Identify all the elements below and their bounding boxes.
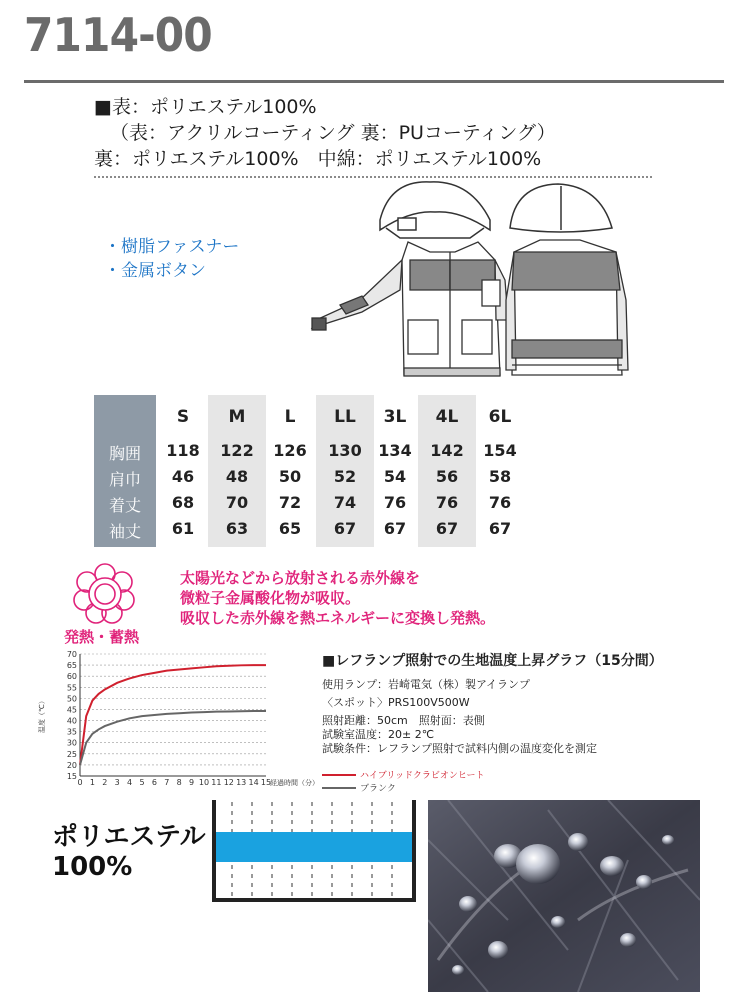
table-cell: 67 <box>488 519 512 538</box>
y-tick-label: 25 <box>66 749 77 759</box>
jacket-front-drawing <box>312 242 508 376</box>
legend-label: ハイブリッドクラビオンヒート <box>360 771 485 781</box>
heat-description-line: 微粒子金属酸化物が吸収。 <box>180 589 361 607</box>
size-header-3l: 3L <box>383 407 407 427</box>
heat-description-line: 吸収した赤外線を熱エネルギーに変換し発熱。 <box>180 609 496 627</box>
water-repellent-diagram <box>208 800 420 904</box>
size-header-l: L <box>284 407 296 427</box>
table-cell: 76 <box>383 493 407 512</box>
x-tick-label: 12 <box>223 778 234 787</box>
x-tick-label: 8 <box>176 778 182 787</box>
table-cell: 50 <box>278 467 302 486</box>
condition-lamp: 使用ランプ：岩崎電気（株）製アイランプ <box>322 678 531 691</box>
size-header-ll: LL <box>334 407 356 427</box>
legend-swatch <box>322 787 356 789</box>
x-tick-label: 5 <box>139 778 145 787</box>
y-axis-label: 温度（℃） <box>38 697 46 733</box>
table-cell: 130 <box>328 441 362 460</box>
table-cell: 48 <box>225 467 249 486</box>
heat-flower-icon <box>72 560 138 626</box>
table-cell: 65 <box>278 519 302 538</box>
y-tick-label: 40 <box>66 716 77 726</box>
temperature-chart <box>34 648 320 794</box>
hood-back-drawing <box>510 184 612 232</box>
x-tick-label: 14 <box>248 778 259 787</box>
x-tick-label: 7 <box>164 778 170 787</box>
chart-legend <box>322 768 484 794</box>
y-tick-label: 45 <box>66 705 77 715</box>
material-coating: （表：アクリルコーティング 裏：PUコーティング） <box>110 122 556 144</box>
condition-spot: 〈スポット〉PRS100V500W <box>322 696 470 709</box>
table-cell: 46 <box>171 467 195 486</box>
table-cell: 58 <box>488 467 512 486</box>
size-table <box>94 395 524 547</box>
y-tick-label: 50 <box>66 694 77 704</box>
heat-description-line: 太陽光などから放射される赤外線を <box>180 569 421 587</box>
table-cell: 63 <box>225 519 249 538</box>
x-tick-label: 6 <box>151 778 157 787</box>
material-lining: 裏：ポリエステル100% 中綿：ポリエステル100% <box>94 148 542 170</box>
x-tick-label: 9 <box>189 778 195 787</box>
y-tick-label: 15 <box>66 772 77 781</box>
polyester-label <box>52 822 206 882</box>
table-cell: 72 <box>278 493 302 512</box>
legend-swatch <box>322 774 356 776</box>
water-droplet-fabric-photo <box>428 800 700 992</box>
heat-retention-label: 発熱・蓄熱 <box>64 628 140 646</box>
table-cell: 134 <box>378 441 412 460</box>
jacket-back-drawing <box>506 240 628 375</box>
hood-front-drawing <box>380 182 490 238</box>
size-header-m: M <box>228 407 246 427</box>
graph-title: ■レフランプ照射での生地温度上昇グラフ（15分間） <box>322 653 663 669</box>
table-cell: 67 <box>383 519 407 538</box>
x-tick-label: 0 <box>77 778 83 787</box>
x-tick-label: 13 <box>236 778 247 787</box>
y-tick-label: 55 <box>66 683 77 693</box>
size-header-6l: 6L <box>488 407 512 427</box>
legend-item-hybrid <box>322 768 484 781</box>
feature-metal-button: ・金属ボタン <box>104 261 206 281</box>
table-cell: 118 <box>166 441 200 460</box>
legend-item-blank <box>322 781 484 794</box>
row-label-sleeve: 袖丈 <box>108 522 141 541</box>
row-label-shoulder: 肩巾 <box>108 470 141 489</box>
y-tick-label: 65 <box>66 661 77 671</box>
table-cell: 154 <box>483 441 517 460</box>
condition-method: 試験条件：レフランプ照射で試料内側の温度変化を測定 <box>322 742 597 755</box>
table-cell: 74 <box>333 493 357 512</box>
x-tick-label: 15 <box>260 778 272 787</box>
product-code: 7114-00 <box>24 8 212 62</box>
table-cell: 126 <box>273 441 307 460</box>
header-divider <box>24 80 724 83</box>
x-tick-label: 1 <box>89 778 95 787</box>
y-tick-label: 70 <box>66 650 77 659</box>
x-tick-label: 4 <box>127 778 133 787</box>
table-cell: 76 <box>488 493 512 512</box>
x-tick-label: 11 <box>211 778 222 787</box>
x-tick-label: 10 <box>198 778 210 787</box>
condition-room-temp: 試験室温度：20± 2℃ <box>322 728 435 741</box>
dotted-divider <box>94 176 652 178</box>
table-cell: 70 <box>225 493 249 512</box>
series-line-hybrid <box>80 665 266 765</box>
condition-distance: 照射距離：50cm 照射面：表側 <box>322 714 485 727</box>
table-cell: 68 <box>171 493 195 512</box>
polyester-text: ポリエステル <box>52 822 206 852</box>
series-line-blank <box>80 711 266 765</box>
x-tick-label: 3 <box>114 778 120 787</box>
x-axis-label: 経過時間（分） <box>270 779 319 787</box>
y-tick-label: 30 <box>66 738 77 748</box>
table-cell: 52 <box>333 467 357 486</box>
table-cell: 122 <box>220 441 254 460</box>
material-outer: ■表：ポリエステル100% <box>94 96 317 118</box>
y-tick-label: 35 <box>66 727 77 737</box>
table-cell: 142 <box>430 441 464 460</box>
coating-layer <box>214 832 414 862</box>
table-cell: 54 <box>383 467 407 486</box>
polyester-percent: 100% <box>52 852 133 882</box>
table-cell: 61 <box>171 519 195 538</box>
y-tick-label: 60 <box>66 672 77 682</box>
heat-description <box>180 568 495 628</box>
jacket-illustration <box>300 180 640 385</box>
table-cell: 76 <box>435 493 459 512</box>
table-cell: 67 <box>435 519 459 538</box>
size-header-s: S <box>176 407 190 427</box>
legend-label: ブランク <box>360 784 396 794</box>
feature-resin-zipper: ・樹脂ファスナー <box>104 237 240 257</box>
table-cell: 56 <box>435 467 459 486</box>
y-tick-label: 20 <box>66 760 77 770</box>
row-label-length: 着丈 <box>108 496 141 515</box>
size-header-4l: 4L <box>435 407 459 427</box>
x-tick-label: 2 <box>102 778 108 787</box>
table-cell: 67 <box>333 519 357 538</box>
row-label-chest: 胸囲 <box>108 444 141 463</box>
